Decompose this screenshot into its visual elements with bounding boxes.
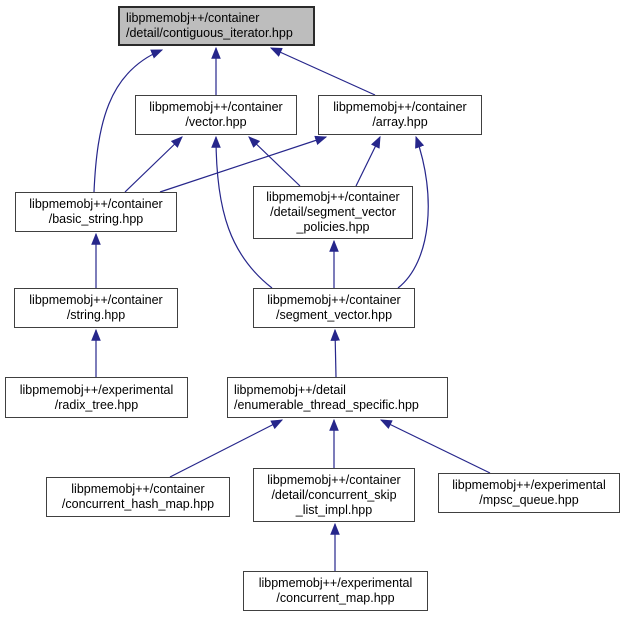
- node-segment_vector[interactable]: [253, 288, 415, 328]
- node-label-line: libpmemobj++/container: [267, 472, 401, 487]
- node-label-line: libpmemobj++/experimental: [19, 382, 174, 397]
- node-label-line: /array.hpp: [372, 115, 428, 129]
- node-label-line: /vector.hpp: [185, 115, 247, 129]
- node-concurrent_hash_map[interactable]: [46, 477, 230, 517]
- node-contiguous_iterator[interactable]: [118, 6, 315, 46]
- node-vector[interactable]: [135, 95, 297, 135]
- edge-basic_string-to-array: [160, 137, 326, 192]
- node-radix_tree[interactable]: [5, 377, 188, 418]
- node-basic_string[interactable]: [15, 192, 177, 232]
- node-label-line: /mpsc_queue.hpp: [479, 493, 579, 507]
- node-label-line: /enumerable_thread_specific.hpp: [234, 397, 419, 412]
- node-label-line: /concurrent_hash_map.hpp: [61, 497, 215, 511]
- node-label-line: libpmemobj++/detail: [234, 382, 346, 397]
- node-label-line: _policies.hpp: [296, 220, 370, 234]
- node-array[interactable]: [318, 95, 482, 135]
- node-concurrent_map[interactable]: [243, 571, 428, 611]
- node-label-line: /radix_tree.hpp: [54, 397, 139, 412]
- node-label-line: libpmemobj++/experimental: [452, 478, 606, 492]
- node-label-line: /concurrent_map.hpp: [276, 591, 395, 605]
- edge-mpsc_queue-to-enumerable_thread_specific: [381, 420, 490, 473]
- edge-array-to-contiguous_iterator: [271, 48, 375, 95]
- node-label-line: /string.hpp: [66, 308, 126, 322]
- edge-basic_string-to-vector: [125, 137, 182, 192]
- node-label-line: libpmemobj++/container: [29, 293, 163, 307]
- node-label-line: _list_impl.hpp: [295, 502, 373, 517]
- node-string[interactable]: [14, 288, 178, 328]
- node-label-line: /detail/contiguous_iterator.hpp: [126, 26, 293, 40]
- node-enumerable_thread_specific[interactable]: [227, 377, 448, 418]
- node-label-line: /segment_vector.hpp: [275, 308, 393, 322]
- node-label-line: libpmemobj++/container: [333, 100, 467, 114]
- node-label-line: libpmemobj++/container: [126, 11, 260, 25]
- node-concurrent_skip_list_impl[interactable]: [253, 468, 415, 522]
- edge-segment_vector_policies-to-vector: [249, 137, 300, 186]
- node-label-line: /detail/concurrent_skip: [271, 487, 397, 502]
- node-mpsc_queue[interactable]: [438, 473, 620, 513]
- node-label-line: libpmemobj++/container: [149, 100, 283, 114]
- node-label-line: libpmemobj++/container: [267, 293, 401, 307]
- node-label-line: libpmemobj++/container: [29, 197, 163, 211]
- node-label-line: libpmemobj++/experimental: [258, 576, 413, 590]
- node-label-line: libpmemobj++/container: [266, 190, 400, 204]
- node-label-line: /detail/segment_vector: [270, 205, 396, 219]
- node-label-line: /basic_string.hpp: [48, 212, 144, 226]
- node-segment_vector_policies[interactable]: [253, 186, 413, 239]
- edge-segment_vector_policies-to-array: [356, 137, 380, 186]
- node-label-line: libpmemobj++/container: [71, 482, 205, 496]
- edge-enumerable_thread_specific-to-segment_vector: [335, 330, 336, 377]
